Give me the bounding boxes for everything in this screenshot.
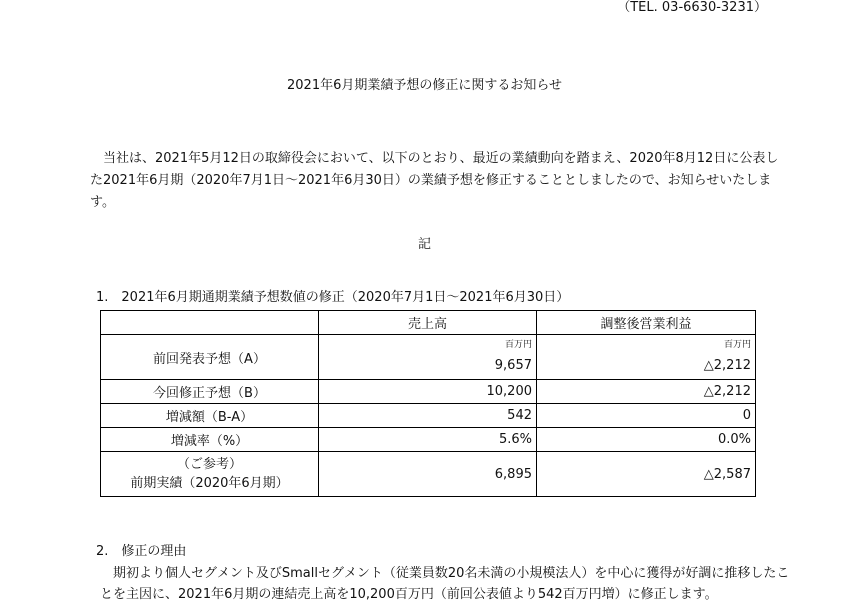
intro-text: 当社は、2021年5月12日の取締役会において、以下のとおり、最近の業績動向を踏まえ、2020年8月12日に公表した2021年6月期（2020年7月1日～2021年6月30日）の業績予想を修正することとしましたので、お知らせいたします。: [90, 151, 779, 210]
profit-value: △2,212: [703, 358, 751, 373]
row-label: 増減率（%）: [101, 428, 319, 452]
unit-label: 百万円: [504, 340, 532, 350]
header-adjusted-operating-profit: 調整後営業利益: [537, 311, 756, 335]
sales-value: 9,657: [494, 358, 532, 373]
header-blank-cell: [101, 311, 319, 335]
sales-cell: [319, 335, 537, 380]
sales-value: 542: [319, 404, 537, 428]
profit-cell: [537, 335, 756, 380]
table-header-row: [101, 311, 756, 335]
ki-heading: 記: [417, 237, 431, 252]
table-row-change-rate: [101, 428, 756, 452]
table-row-prior-year-actual: [101, 452, 756, 497]
profit-value: 0: [537, 404, 756, 428]
contact-tel: （TEL. 03-6630-3231）: [617, 0, 767, 15]
reason-paragraph: [100, 563, 790, 605]
prior-year-label: 前期実績（2020年6月期）: [130, 476, 289, 491]
row-label: 増減額（B-A）: [101, 404, 319, 428]
table-row-change-amount: [101, 404, 756, 428]
intro-paragraph: [90, 148, 780, 214]
sales-value: 6,895: [319, 452, 537, 497]
unit-label: 百万円: [723, 340, 751, 350]
document-title: 2021年6月期業績予想の修正に関するお知らせ: [287, 78, 562, 93]
reason-text: 期初より個人セグメント及びSmallセグメント（従業員数20名未満の小規模法人）を中心に獲得が好調に推移したことを主因に、2021年6月期の連結売上高を10,200百万円（前回公表値より542百万円増）に修正します。: [100, 566, 790, 602]
profit-value: △2,212: [537, 380, 756, 404]
table-row-previous-forecast: [101, 335, 756, 380]
sales-value: 5.6%: [319, 428, 537, 452]
header-sales: 売上高: [319, 311, 537, 335]
row-label: [101, 452, 319, 497]
table-row-revised-forecast: [101, 380, 756, 404]
row-label: 前回発表予想（A）: [101, 335, 319, 380]
forecast-revision-table: [100, 310, 756, 497]
reference-note: （ご参考）: [176, 457, 242, 472]
profit-value: △2,587: [537, 452, 756, 497]
section2-heading: 2. 修正の理由: [96, 544, 187, 559]
section1-heading: 1. 2021年6月期通期業績予想数値の修正（2020年7月1日～2021年6月30日）: [96, 290, 570, 305]
sales-value: 10,200: [319, 380, 537, 404]
row-label: 今回修正予想（B）: [101, 380, 319, 404]
profit-value: 0.0%: [537, 428, 756, 452]
